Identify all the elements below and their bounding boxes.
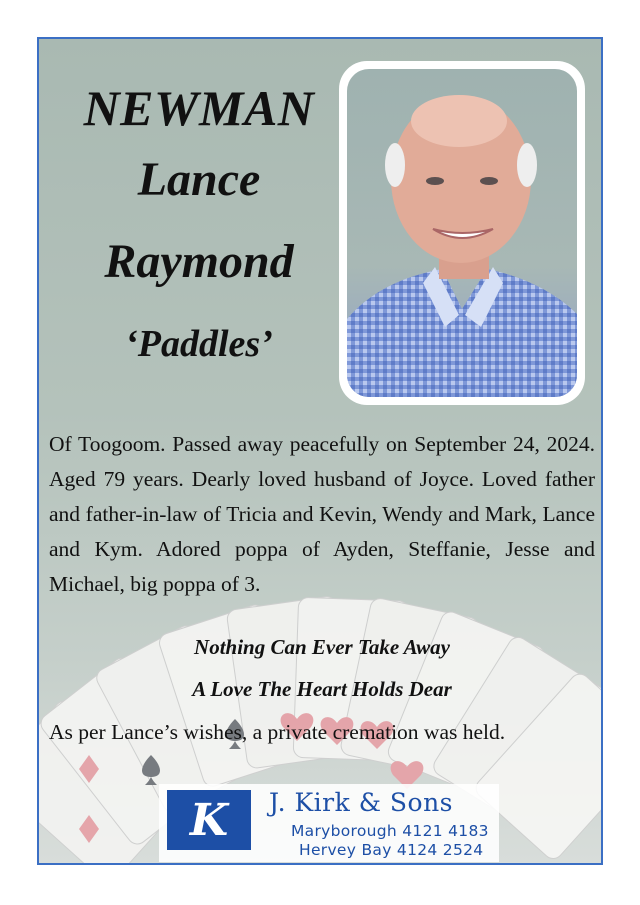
portrait-frame xyxy=(339,61,585,405)
funeral-home-logo xyxy=(167,790,251,850)
portrait-illustration xyxy=(347,69,577,397)
bald-shine xyxy=(411,95,507,147)
logo-letter: K xyxy=(189,794,229,846)
funeral-home-name: J. Kirk & Sons xyxy=(269,788,454,817)
death-notice xyxy=(37,37,603,865)
first-name: Lance xyxy=(137,153,261,206)
shirt xyxy=(347,269,577,397)
portrait-photo xyxy=(347,69,577,397)
funeral-home-advert xyxy=(159,784,499,862)
phone-hervey-bay: Hervey Bay 4124 2524 xyxy=(299,841,484,859)
hair-left xyxy=(385,143,405,187)
cremation-note: As per Lance’s wishes, a private cremation was held. xyxy=(49,720,506,744)
hair-right xyxy=(517,143,537,187)
verse-line-1: Nothing Can Ever Take Away xyxy=(194,635,450,659)
phone-maryborough: Maryborough 4121 4183 xyxy=(291,822,489,840)
eye xyxy=(480,177,498,185)
surname: NEWMAN xyxy=(83,80,315,136)
eye xyxy=(426,177,444,185)
verse-line-2: A Love The Heart Holds Dear xyxy=(192,677,452,701)
deceased-name xyxy=(49,77,349,379)
obituary-text: Of Toogoom. Passed away peacefully on September 24, 2024. Aged 79 years. Dearly loved husband of Joyce. Loved father and father-in-law of Tricia and Kevin, Wendy and Mark, Lance and Kym. Adored poppa of Ayden, Steffanie, Jesse and Michael, big poppa of 3. xyxy=(49,432,595,596)
nickname: ‘Paddles’ xyxy=(125,323,273,365)
middle-name: Raymond xyxy=(104,235,294,288)
